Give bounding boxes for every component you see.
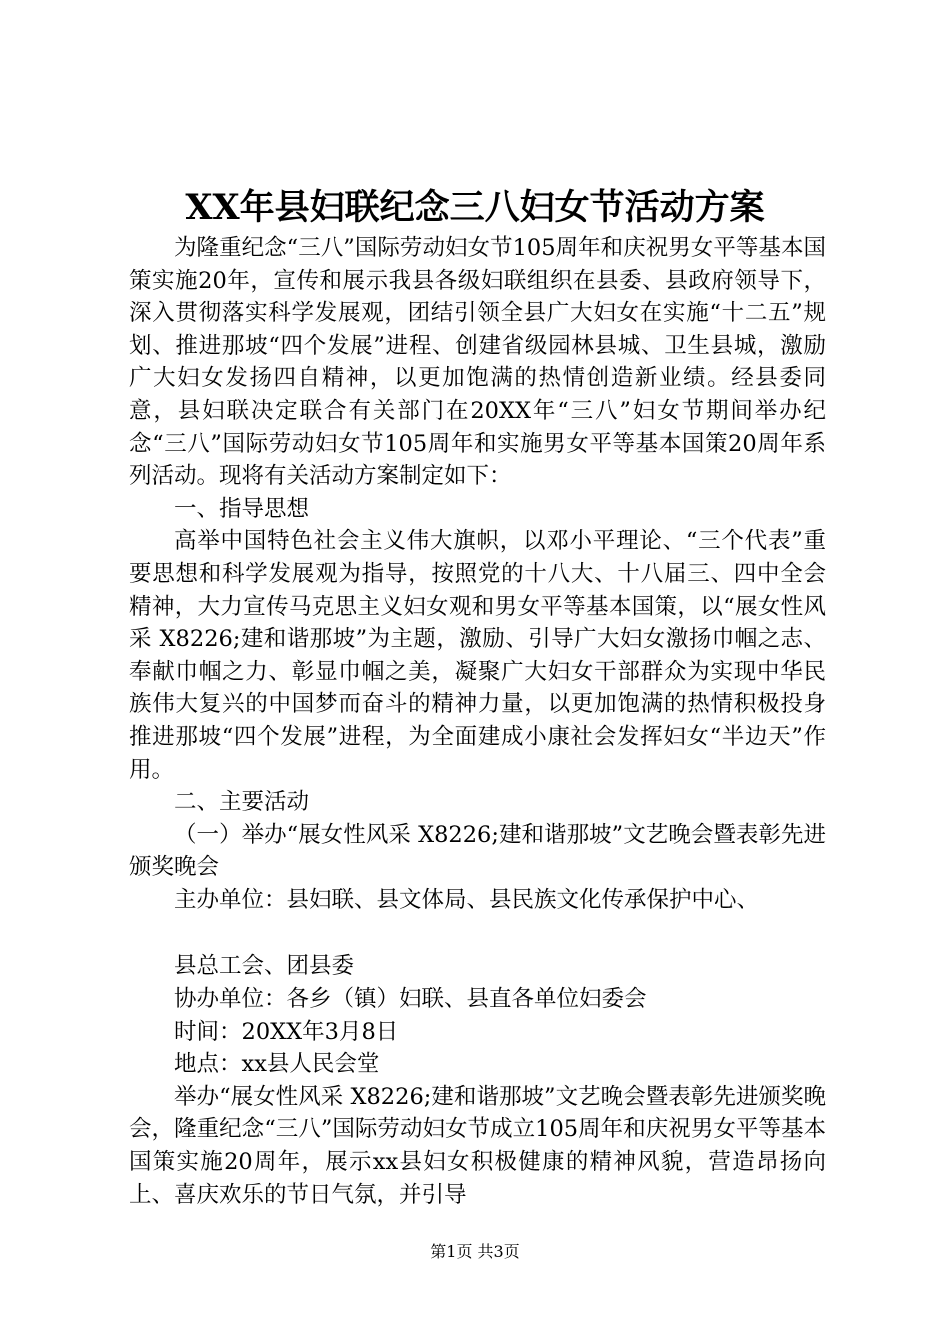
guiding-ideology-paragraph: 高举中国特色社会主义伟大旗帜，以邓小平理论、“三个代表”重要思想和科学发展观为指导，按照党的十八大、十八届三、四中全会精神，大力宣传马克思主义妇女观和男女平等基本国策，以“展女性风采 X8226;建和谐那坡”为主题，激励、引导广大妇女激扬巾帼之志、奉献巾帼之力、彰显巾帼之美，凝聚广大妇女干部群众为实现中华民族伟大复兴的中国梦而奋斗的精神力量，以更加饱满的热情积极投身推进那坡“四个发展”进程，为全面建成小康社会发挥妇女“半边天”作用。 <box>129 528 826 783</box>
document-title: XX年县妇联纪念三八妇女节活动方案 <box>185 187 765 228</box>
event-venue-line: 地点：xx县人民会堂 <box>174 1051 380 1078</box>
section-heading-guiding-ideology: 一、指导思想 <box>174 495 310 522</box>
co-organizer-line: 协办单位：各乡（镇）妇联、县直各单位妇委会 <box>174 986 647 1013</box>
page-footer: 第1页 共3页 <box>430 1242 520 1261</box>
section-heading-main-activities: 二、主要活动 <box>174 789 310 816</box>
document-body <box>129 232 826 1211</box>
activity-description-paragraph: 举办“展女性风采 X8226;建和谐那坡”文艺晚会暨表彰先进颁奖晚会，隆重纪念“三八”国际劳动妇女节成立105周年和庆祝男女平等基本国策实施20周年，展示xx县妇女积极健康的精神风貌，营造昂扬向上、喜庆欢乐的节日气氛，并引导 <box>129 1083 826 1208</box>
organizer-line: 主办单位：县妇联、县文体局、县民族文化传承保护中心、 <box>174 886 760 913</box>
event-time-line: 时间：20XX年3月8日 <box>174 1018 399 1045</box>
activity-one-heading: （一）举办“展女性风采 X8226;建和谐那坡”文艺晚会暨表彰先进颁奖晚会 <box>129 821 826 881</box>
intro-paragraph: 为隆重纪念“三八”国际劳动妇女节105周年和庆祝男女平等基本国策实施20年，宣传和展示我县各级妇联组织在县委、县政府领导下，深入贯彻落实科学发展观，团结引领全县广大妇女在实施“十二五”规划、推进那坡“四个发展”进程、创建省级园林县城、卫生县城，激励广大妇女发扬四自精神，以更加饱满的热情创造新业绩。经县委同意，县妇联决定联合有关部门在20XX年“三八”妇女节期间举办纪念“三八”国际劳动妇女节105周年和实施男女平等基本国策20周年系列活动。现将有关活动方案制定如下： <box>129 235 826 490</box>
organizer-line-continued: 县总工会、团县委 <box>174 953 355 980</box>
